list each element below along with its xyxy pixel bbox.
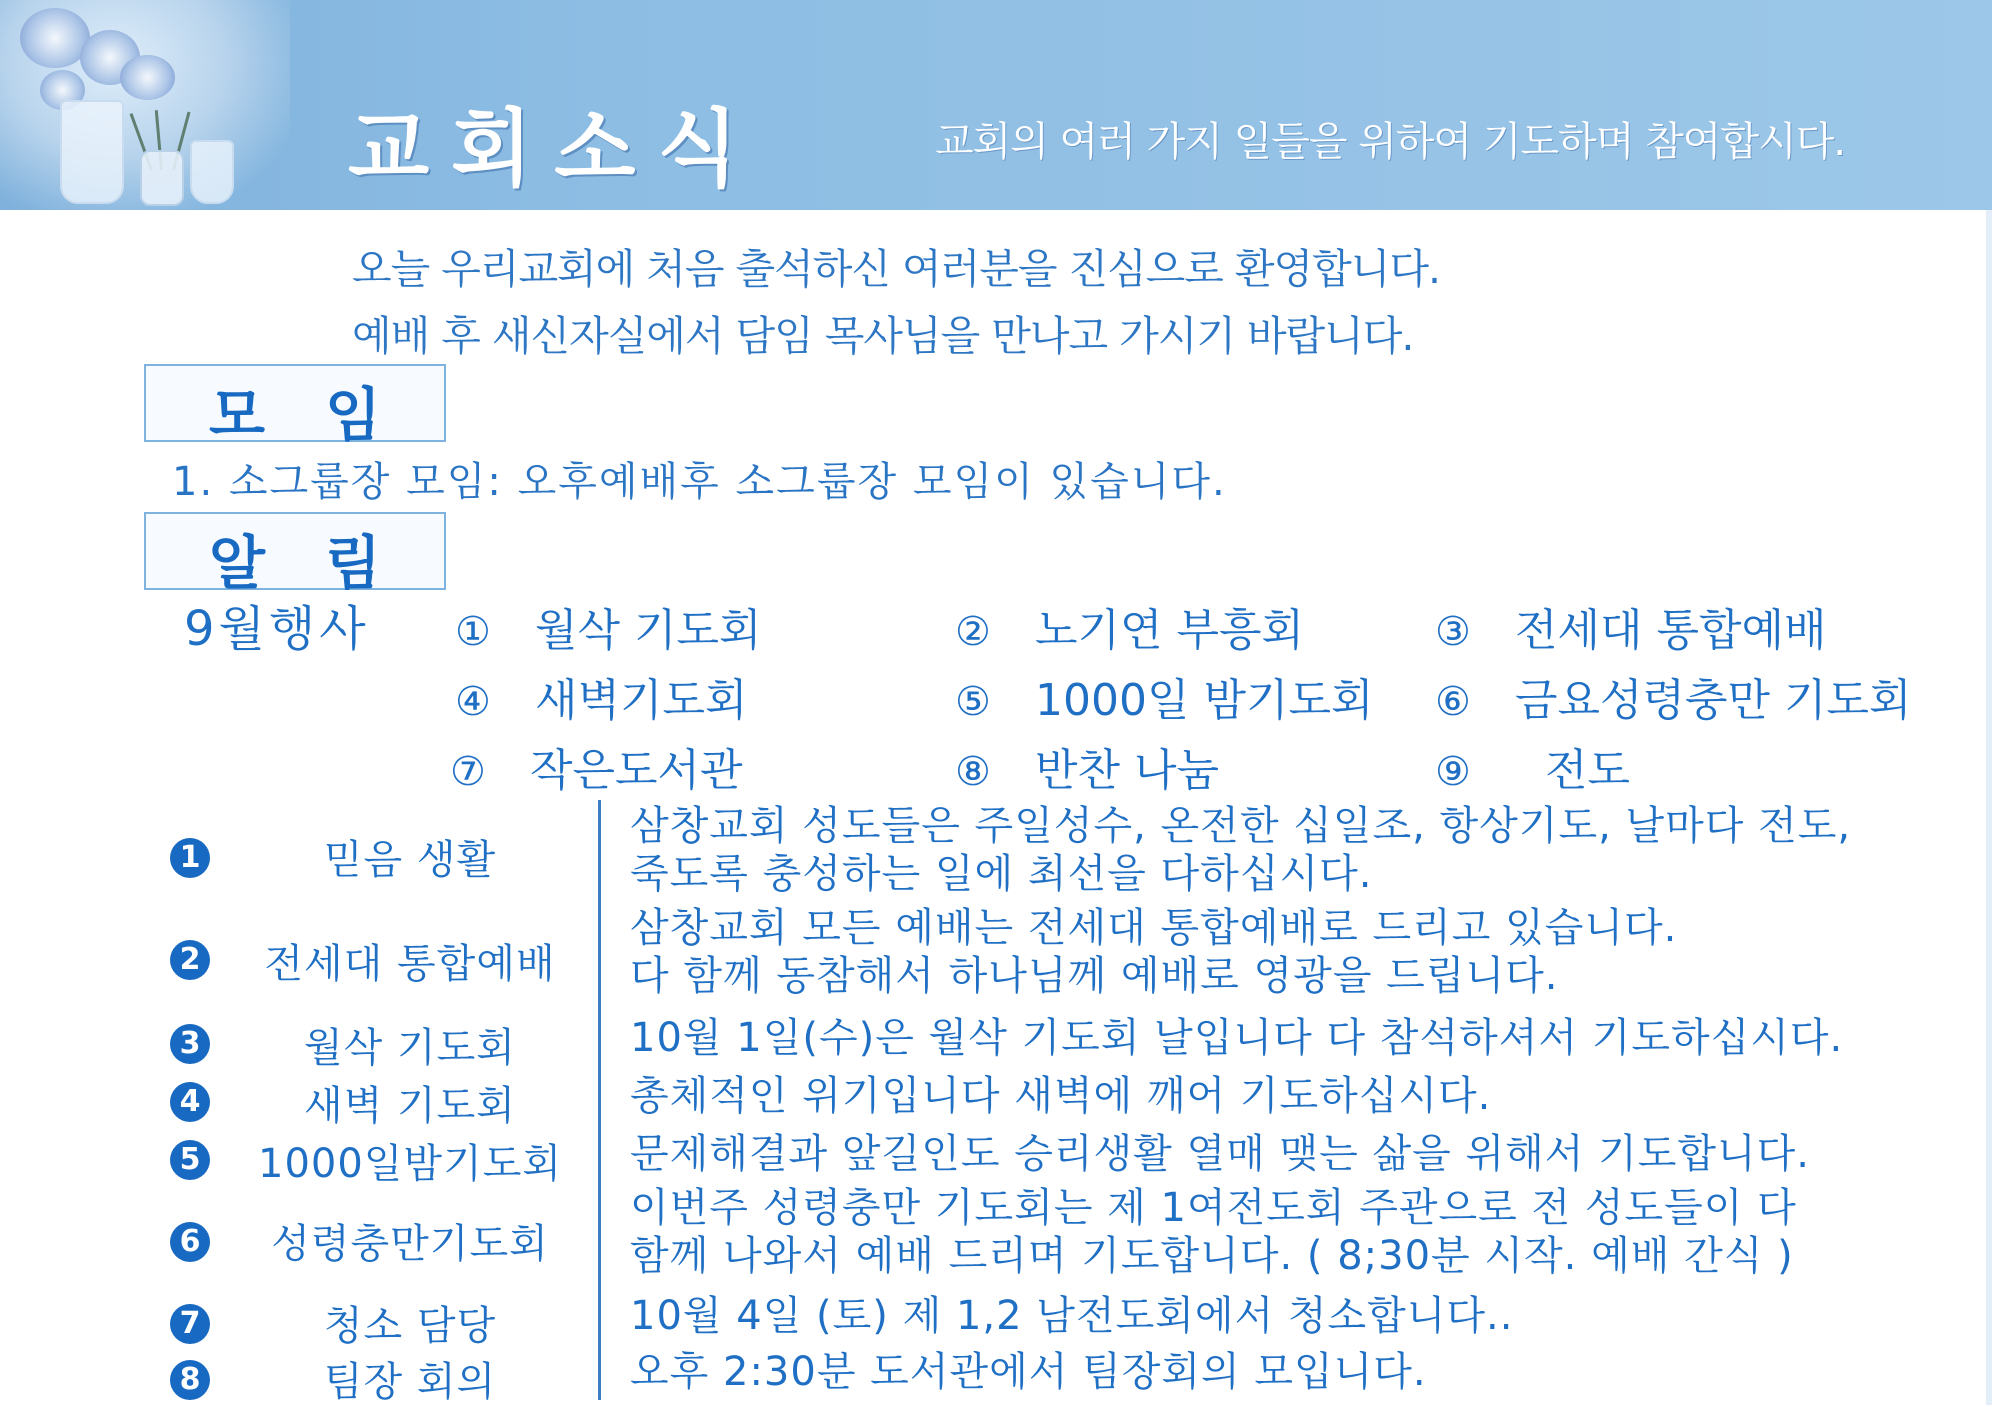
row-number-badge: 7 (170, 1304, 210, 1344)
row-text-line: 10월 4일 (토) 제 1,2 남전도회에서 청소합니다.. (630, 1293, 1514, 1339)
row-label: 1000일밤기도회 (258, 1141, 562, 1187)
row-number-badge: 6 (170, 1222, 210, 1262)
row-text-line: 이번주 성령충만 기도회는 제 1여전도회 주관으로 전 성도들이 다 (630, 1185, 1797, 1231)
event-label: 새벽기도회 (535, 675, 748, 726)
welcome-line-2: 예배 후 새신자실에서 담임 목사님을 만나고 가시기 바랍니다. (352, 312, 1414, 360)
event-item (450, 734, 743, 798)
event-item (455, 594, 762, 658)
row-text-line: 10월 1일(수)은 월삭 기도회 날입니다 다 참석하셔서 기도하십시다. (630, 1015, 1844, 1061)
event-item (955, 734, 1219, 798)
row-text-line: 죽도록 충성하는 일에 최선을 다하십시다. (630, 851, 1373, 897)
row-label: 월삭 기도회 (304, 1025, 516, 1071)
events-label: 9월행사 (184, 601, 370, 657)
vase-image (60, 100, 124, 204)
row-label: 전세대 통합예배 (264, 941, 556, 987)
event-item (455, 664, 748, 728)
event-label: 월삭 기도회 (535, 605, 762, 656)
row-text-line: 다 함께 동참해서 하나님께 예배로 영광을 드립니다. (630, 953, 1559, 999)
row-number-badge: 3 (170, 1024, 210, 1064)
meeting-heading-box (144, 364, 446, 449)
row-label: 새벽 기도회 (304, 1083, 516, 1129)
row-label: 믿음 생활 (323, 837, 497, 883)
event-label: 반찬 나눔 (1035, 745, 1220, 796)
notice-heading: 알림 (208, 529, 442, 597)
event-item (1435, 594, 1827, 658)
row-number-badge: 8 (170, 1360, 210, 1400)
page-edge (1986, 210, 1992, 1405)
table-divider (598, 800, 601, 1400)
welcome-line-1: 오늘 우리교회에 처음 출석하신 여러분을 진심으로 환영합니다. (352, 245, 1440, 293)
notice-heading-box (144, 512, 446, 597)
event-number: ⑤ (955, 679, 991, 725)
event-label: 노기연 부흥회 (1035, 605, 1305, 656)
header-banner (0, 0, 1992, 210)
meeting-item: 1. 소그룹장 모임: 오후예배후 소그룹장 모임이 있습니다. (172, 459, 1227, 505)
event-number: ④ (455, 679, 491, 725)
row-text-line: 삼창교회 모든 예배는 전세대 통합예배로 드리고 있습니다. (630, 905, 1678, 951)
row-number-badge: 1 (170, 838, 210, 878)
event-number: ① (455, 609, 491, 655)
page-subtitle: 교회의 여러 가지 일들을 위하여 기도하며 참여합시다. (935, 119, 1846, 165)
event-number: ⑥ (1435, 679, 1471, 725)
event-item (955, 594, 1304, 658)
event-label: 전세대 통합예배 (1515, 605, 1827, 656)
bottle-image (140, 150, 184, 206)
meeting-heading: 모임 (208, 381, 442, 449)
event-number: ③ (1435, 609, 1471, 655)
flower-image (120, 55, 175, 100)
row-label: 성령충만기도회 (271, 1221, 549, 1267)
event-item (955, 664, 1373, 728)
row-number-badge: 4 (170, 1082, 210, 1122)
page-title: 교회소식 (348, 100, 761, 198)
event-label: 전도 (1545, 745, 1631, 796)
event-label: 금요성령충만 기도회 (1515, 675, 1912, 726)
event-item (1435, 734, 1630, 798)
vase-image (190, 140, 234, 204)
event-label: 1000일 밤기도회 (1035, 675, 1374, 726)
row-label: 청소 담당 (323, 1303, 497, 1349)
event-number: ⑧ (955, 749, 991, 795)
row-number-badge: 2 (170, 940, 210, 980)
event-item (1435, 664, 1912, 728)
event-number: ⑦ (450, 749, 486, 795)
event-number: ② (955, 609, 991, 655)
row-text-line: 총체적인 위기입니다 새벽에 깨어 기도하십시다. (630, 1073, 1492, 1119)
row-text-line: 문제해결과 앞길인도 승리생활 열매 맺는 삶을 위해서 기도합니다. (630, 1131, 1810, 1177)
event-label: 작은도서관 (530, 745, 743, 796)
row-text-line: 오후 2:30분 도서관에서 팀장회의 모입니다. (630, 1349, 1427, 1395)
event-number: ⑨ (1435, 749, 1471, 795)
row-text-line: 삼창교회 성도들은 주일성수, 온전한 십일조, 항상기도, 날마다 전도, (630, 803, 1852, 849)
row-label: 팀장 회의 (323, 1359, 497, 1405)
row-number-badge: 5 (170, 1140, 210, 1180)
row-text-line: 함께 나와서 예배 드리며 기도합니다. ( 8;30분 시작. 예배 간식 ) (630, 1233, 1794, 1279)
